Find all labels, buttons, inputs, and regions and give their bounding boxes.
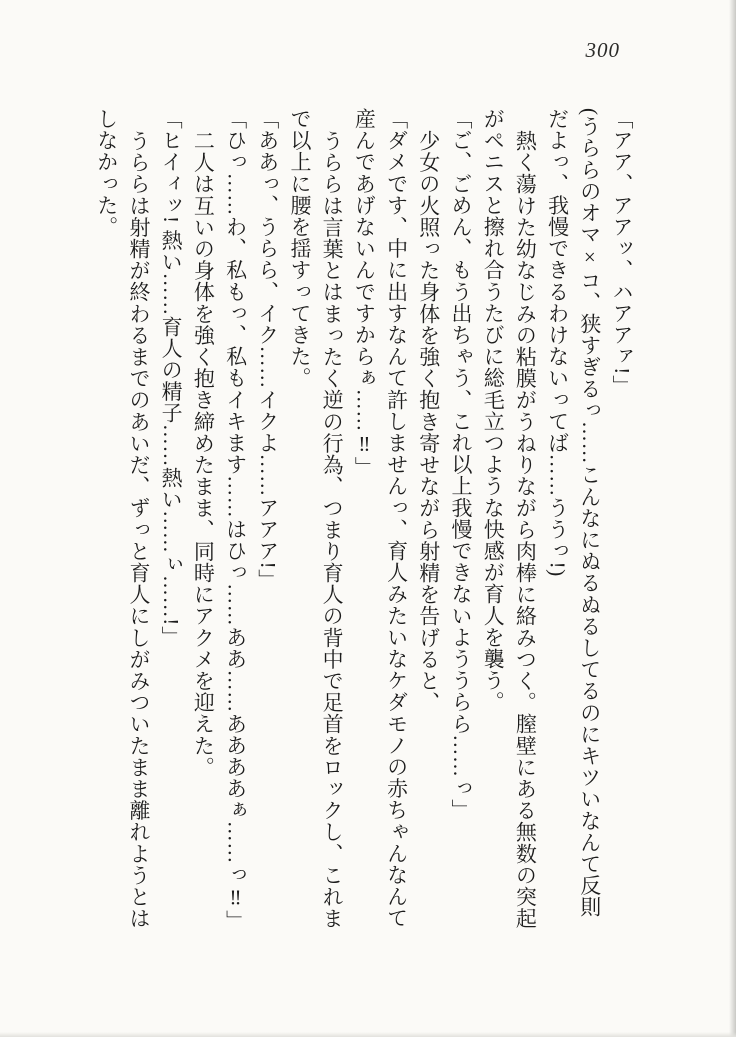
text-column: (うららのオマ×コ、狭すぎるっ……こんなにぬるぬるしてるのにキツいなんて反則 [577,108,602,918]
text-column: だよっ、我慢できるわけないってば……ううっ!) [545,108,570,577]
page-number: 300 [585,38,620,62]
text-column: 「ああっ、うらら、イク……イクよ……アアア!」 [255,108,280,591]
text-column: うららは射精が終わるまでのあいだ、ずっと育人にしがみついたまま離れようとは [126,129,151,929]
text-column: 産んであげないんですからぁ……‼」 [352,108,377,479]
text-column-container [91,108,638,936]
text-column: がペニスと擦れ合うたびに総毛立つような快感が育人を襲う。 [481,108,506,713]
text-column: うららは言葉とはまったく逆の行為、つまり育人の背中で足首をロックし、これま [320,129,345,929]
text-column: 「アア、アアッ、ハアアァ!」 [610,108,634,397]
text-column: 熱く蕩けた幼なじみの粘膜がうねりながら肉棒に絡みつく。膣壁にある無数の突起 [513,129,538,929]
text-column: 「ヒイィッ! 熱い……育人の精子……熱い……ぃ……!」 [159,108,184,648]
text-column: 二人は互いの身体を強く抱き締めたまま、同時にアクメを迎えた。 [191,129,216,778]
text-column: しなかった。 [94,108,119,238]
text-column: 少女の火照った身体を強く抱き寄せながら射精を告げると、 [416,129,441,713]
text-column: 「ひっ……わ、私もっ、私もイキます……はひっ……ああ……ああああぁ……っ‼」 [223,108,248,932]
text-column: で以上に腰を揺すってきた。 [287,108,312,389]
text-column: 「ダメです、中に出すなんて許しませんっ、育人みたいなケダモノの赤ちゃんなんて [384,108,409,929]
scan-edge-shadow-right [729,0,736,1037]
scan-edge-shadow-bottom [0,1032,736,1037]
text-column: 「ご、ごめん、もう出ちゃう、これ以上我慢できないよううらら……っ」 [448,108,473,821]
